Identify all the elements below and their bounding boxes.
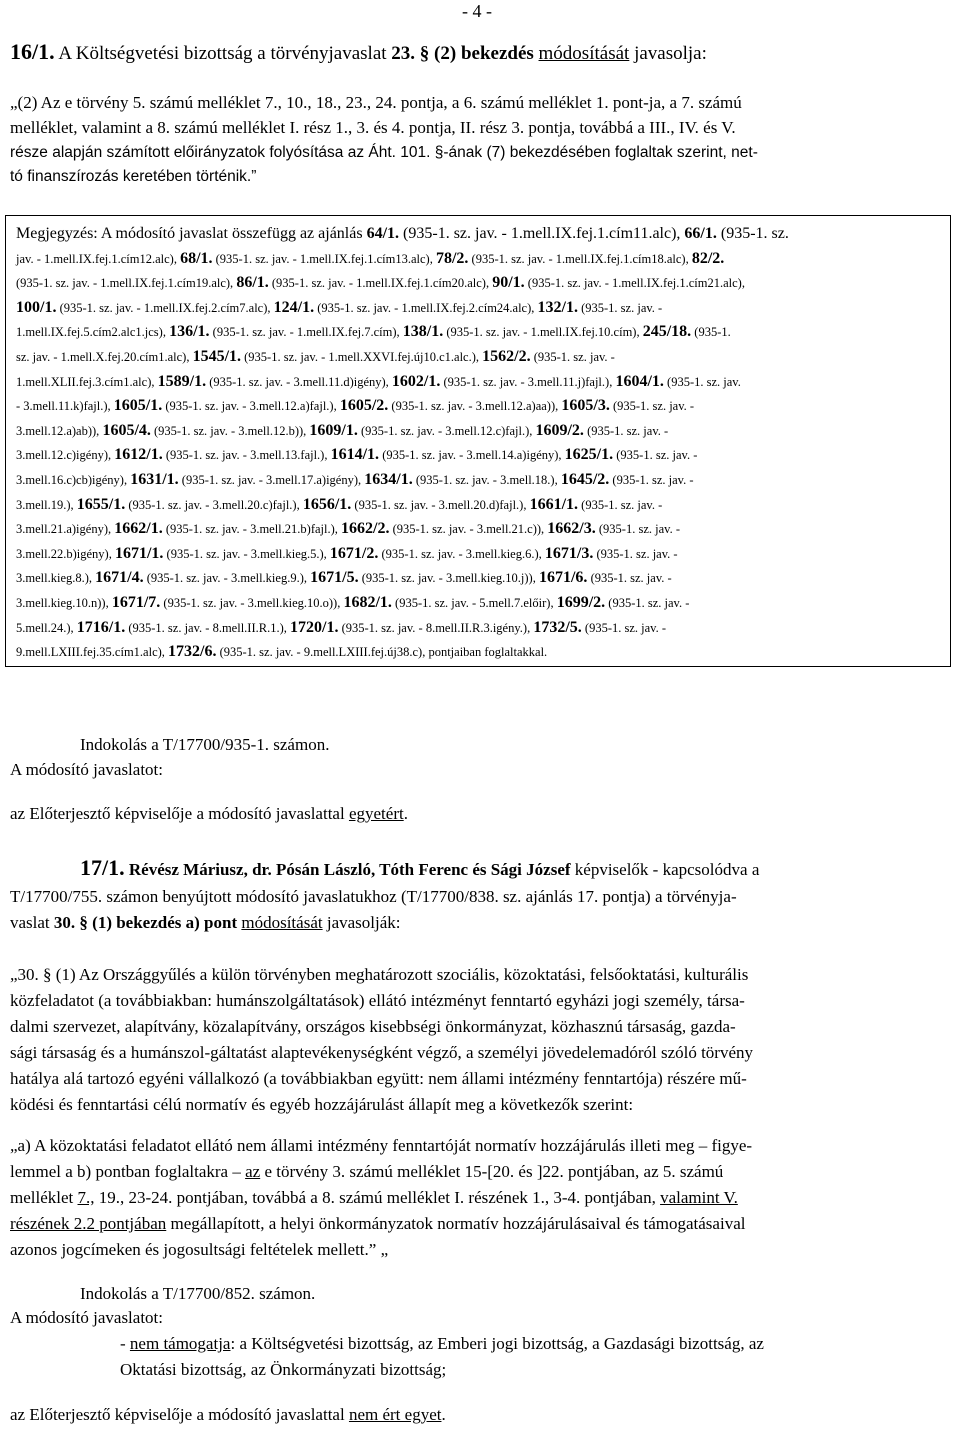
ref-number: 138/1. xyxy=(402,323,444,341)
ref-detail: 3.mell.12.a)ab)), xyxy=(16,423,103,438)
ref-detail: (935-1. sz. jav. - 3.mell.12.a)aa)), xyxy=(388,399,562,414)
ref-number: 1732/6. xyxy=(168,643,217,661)
ref-number: 82/2. xyxy=(691,249,725,267)
quote-line: tó finanszírozás keretében történik.” xyxy=(10,168,257,185)
ref-detail: (935-1. sz. jav. - 3.mell.kieg.6.), xyxy=(378,546,545,561)
ref-detail: (935-1. sz. jav. - xyxy=(578,497,663,512)
inserted-text: az xyxy=(245,1162,261,1181)
ref-detail: (935-1. sz. jav. - 3.mell.kieg.10.j)), xyxy=(358,571,539,586)
ref-number: 245/18. xyxy=(642,323,692,341)
ref-number: 124/1. xyxy=(273,298,315,316)
ref-detail: (935-1. sz. jav. - 3.mell.14.a)igény), xyxy=(379,448,565,463)
heading-verb: javasolják: xyxy=(326,913,401,932)
presenter-opinion xyxy=(10,1405,952,1425)
ref-number: 1545/1. xyxy=(192,348,242,365)
ref-number: 1645/2. xyxy=(560,471,610,488)
ref-detail: (935-1. sz. jav. - 1.mell.IX.fej.2.cím7.alc), xyxy=(56,300,274,315)
ref-detail: 3.mell.22.b)igény), xyxy=(16,546,115,561)
ref-detail: (935-1. sz. jav. - 3.mell.12.a)fajl.), xyxy=(162,399,340,414)
ref-number: 1604/1. xyxy=(615,372,664,390)
ref-detail: (935-1. sz. jav. - 3.mell.21.b)fajl.), xyxy=(162,522,342,537)
heading-text: vaslat xyxy=(10,913,54,932)
ref-detail: Megjegyzés: A módosító javaslat összefügg az ajánlás xyxy=(16,225,367,242)
section-17-heading xyxy=(80,855,952,883)
ref-detail: (935-1. sz. jav. - xyxy=(609,399,695,414)
ref-detail: (935-1. sz. jav. - xyxy=(593,546,678,561)
ref-detail: (935-1. sz. jav. - 3.mell.12.c)fajl.), xyxy=(357,423,536,438)
ref-number: 1605/3. xyxy=(561,397,610,415)
ref-detail: 3.mell.19.), xyxy=(16,497,77,512)
ref-number: 100/1. xyxy=(16,298,57,316)
ref-number: 1609/1. xyxy=(309,421,358,439)
ref-number: 1671/7. xyxy=(111,594,161,611)
ref-detail: (935-1. sz. jav. - xyxy=(587,571,672,586)
ref-detail: (935-1. sz. jav. - 3.mell.18.), xyxy=(412,473,561,487)
ref-detail: 3.mell.16.c)cb)igény), xyxy=(16,473,131,487)
ref-detail: (935-1. sz. jav. - xyxy=(613,448,698,463)
ref-detail: (935-1. sz. jav. - 3.mell.11.d)igény), xyxy=(206,374,392,389)
ref-number: 78/2. xyxy=(435,249,469,267)
justification-reference: Indokolás a T/17700/852. számon. xyxy=(80,1284,316,1303)
ref-detail: (935-1. sz. jav. - 3.mell.kieg.9.), xyxy=(143,571,311,586)
note-line xyxy=(16,272,956,294)
ref-detail: (935-1. sz. jav. - 1.mell.IX.fej.1.cím21.alc), xyxy=(524,276,745,291)
ref-detail: 1.mell.XLII.fej.3.cím1.alc), xyxy=(16,374,158,389)
ref-detail: (935-1. sz. jav. - 1.mell.IX.fej.2.cím24.alc), xyxy=(314,300,538,315)
quote-line: „(2) Az e törvény 5. számú melléklet 7., 10., 18., 23., 24. pontja, a 6. számú melléklet 1. pont-ja, a 7. számú xyxy=(10,93,742,112)
ref-detail: (935-1. sz. jav. - 1.mell.IX.fej.1.cím18.alc), xyxy=(468,251,692,266)
ref-number: 136/1. xyxy=(169,323,210,341)
ref-number: 1671/4. xyxy=(95,569,144,587)
paragraph-line: „30. § (1) Az Országgyűlés a külön törvényben meghatározott szociális, közoktatási, felsőoktatási, kulturális xyxy=(10,965,749,984)
article-ref: 23. § (2) bekezdés xyxy=(391,43,534,64)
ref-detail: (935-1. xyxy=(691,325,731,340)
note-line xyxy=(16,371,956,393)
heading-line: T/17700/755. számon benyújtott módosító javaslatukhoz (T/17700/838. sz. ajánlás 17. pontja) a törvényja- xyxy=(10,887,737,906)
note-box xyxy=(5,215,951,667)
note-line xyxy=(16,494,956,516)
ref-number: 1605/2. xyxy=(339,397,389,415)
section-16-heading xyxy=(10,38,952,68)
ref-number: 1605/1. xyxy=(113,397,163,415)
text-run: melléklet xyxy=(10,1188,78,1207)
note-line xyxy=(16,223,956,245)
ref-number: 1671/5. xyxy=(310,569,359,587)
note-line xyxy=(16,469,956,491)
item-number: 16/1. xyxy=(10,39,55,64)
ref-number: 90/1. xyxy=(492,274,525,292)
ref-number: 1732/5. xyxy=(533,618,582,636)
inserted-text: 7., xyxy=(77,1188,95,1207)
heading-line xyxy=(10,913,952,933)
ref-number: 68/1. xyxy=(180,249,213,267)
ref-number: 1655/1. xyxy=(76,495,126,513)
text-run: lemmel a b) pontban foglaltakra – xyxy=(10,1162,246,1181)
ref-detail: (935-1. sz. jav. - 1.mell.XXVI.fej.új10.c1.alc.), xyxy=(241,350,483,364)
ref-detail: jav. - 1.mell.IX.fej.1.cím12.alc), xyxy=(16,251,181,266)
ref-number: 1671/2. xyxy=(329,544,379,562)
ref-detail: (935-1. sz. jav. - 1.mell.IX.fej.1.cím13.alc), xyxy=(212,251,436,266)
ref-detail: 3.mell.kieg.10.n)), xyxy=(16,596,112,610)
committee-opinion xyxy=(120,1334,952,1354)
committee-list: : a Költségvetési bizottság, az Emberi jogi bizottság, a Gazdasági bizottság, az xyxy=(230,1334,764,1353)
text-run: megállapított, a helyi önkormányzatok normatív hozzájárulásaival és támogatásaival xyxy=(166,1214,746,1233)
ref-number: 1699/2. xyxy=(556,594,606,611)
ref-detail: (935-1. sz. jav. xyxy=(663,374,741,389)
paragraph-line: ködési és fenntartási célú normatív és egyéb hozzájárulást állapít meg a következők szerint: xyxy=(10,1095,634,1114)
article-ref: 30. § (1) bekezdés a) pont xyxy=(53,913,238,932)
ref-detail: (935-1. sz. jav. - 1.mell.IX.fej.10.cím), xyxy=(443,325,643,340)
ref-number: 1612/1. xyxy=(114,446,163,464)
ref-number: 1716/1. xyxy=(76,618,126,636)
text-run: 19., 23-24. pontjában, továbbá a 8. számú melléklet I. részének 1., 3-4. pontjában, xyxy=(94,1188,661,1207)
note-line xyxy=(16,567,956,589)
ref-detail: (935-1. sz. jav. - 9.mell.LXIII.fej.új38.c), pontjaiban foglaltakkal. xyxy=(216,645,548,660)
ref-detail: 3.mell.21.a)igény), xyxy=(16,522,115,537)
ref-number: 66/1. xyxy=(684,225,717,242)
ref-detail: 1.mell.IX.fej.5.cím2.alc1.jcs), xyxy=(16,325,170,340)
note-line xyxy=(16,346,956,368)
ref-detail: (935-1. sz. jav. - xyxy=(595,522,680,537)
ref-detail: (935-1. sz. jav. - 1.mell.IX.fej.1.cím19.alc), xyxy=(16,276,237,291)
ref-number: 1662/3. xyxy=(547,520,596,538)
ref-detail: (935-1. sz. jav. - 3.mell.kieg.5.), xyxy=(163,546,330,561)
ref-number: 1682/1. xyxy=(343,594,392,611)
page-number: - 4 - xyxy=(462,1,492,21)
ref-detail: (935-1. sz. jav. - 5.mell.7.előir), xyxy=(391,596,557,610)
opinion-term: egyetért xyxy=(348,804,404,823)
ref-number: 1609/2. xyxy=(535,421,584,439)
quote-line: része alapján számított előirányzatok folyósítása az Áht. 101. §-ának (7) bekezdésében foglaltak szerint, net- xyxy=(10,144,758,161)
text-run: e törvény 3. számú melléklet 15-[20. és ]22. pontjában, az 5. számú xyxy=(260,1162,724,1181)
note-line xyxy=(16,444,956,466)
ref-detail: (935-1. sz. jav. - 8.mell.II.R.3.igény.), xyxy=(338,620,534,635)
ref-number: 64/1. xyxy=(366,225,400,242)
ref-detail: (935-1. sz. xyxy=(716,225,789,242)
ref-detail: (935-1. sz. jav. - xyxy=(581,620,667,635)
note-line xyxy=(16,518,956,540)
ref-number: 1671/1. xyxy=(114,544,164,562)
paragraph-line: „a) A közoktatási feladatot ellátó nem állami intézmény fenntartóját normatív hozzájárulás illeti meg – figye- xyxy=(10,1136,753,1155)
modification-term: módosítását xyxy=(538,43,630,64)
paragraph-line: hatálya alá tartozó egyéni vállalkozó (a továbbiakban együtt: nem állami intézmény fenntartója) részére mű- xyxy=(10,1069,747,1088)
ref-number: 1671/3. xyxy=(544,544,594,562)
committee-opinion-line2: Oktatási bizottság, az Önkormányzati bizottság; xyxy=(120,1360,447,1379)
opinion-term: nem ért egyet xyxy=(348,1405,442,1424)
note-line xyxy=(16,321,956,343)
note-line xyxy=(16,543,956,565)
item-number: 17/1. xyxy=(80,855,125,880)
presenter-text: az Előterjesztő képviselője a módosító javaslattal xyxy=(10,804,349,823)
proposers-2: Pósán László, Tóth Ferenc és Sági József xyxy=(276,860,571,879)
paragraph-line: sági társaság és a humánszol-gáltatást alaptevékenységként végző, a személyi jövedelemadóról szóló törvény xyxy=(10,1043,754,1062)
ref-detail: (935-1. sz. jav. - 3.mell.11.j)fajl.), xyxy=(440,374,616,389)
bullet: - xyxy=(120,1334,130,1353)
ref-detail: 9.mell.LXIII.fej.35.cím1.alc), xyxy=(16,645,169,660)
ref-detail: (935-1. sz. jav. - xyxy=(609,473,694,487)
quote-line: melléklet, valamint a 8. számú melléklet I. rész 1., 3. és 4. pontja, II. rész 3. pontja, továbbá a III., IV. és V. xyxy=(10,118,736,137)
paragraph-line xyxy=(10,1214,952,1234)
ref-detail: 5.mell.24.), xyxy=(16,620,77,635)
ref-number: 1634/1. xyxy=(364,471,413,488)
note-line xyxy=(16,248,956,270)
ref-number: 1720/1. xyxy=(290,618,339,636)
ref-number: 1662/1. xyxy=(114,520,163,538)
punct: . xyxy=(441,1405,446,1424)
heading-verb: javasolja: xyxy=(634,43,707,64)
ref-detail: (935-1. sz. jav. - 1.mell.IX.fej.1.cím11.alc), xyxy=(399,225,685,242)
ref-detail: (935-1. sz. jav. - 3.mell.20.c)fajl.), xyxy=(125,497,303,512)
note-line xyxy=(16,617,956,639)
note-line xyxy=(16,641,956,663)
paragraph-line: közfeladatot (a továbbiakban: humánszolgáltatások) ellátó intézményt fenntartó egyházi jogi személy, társa- xyxy=(10,991,745,1010)
inserted-text: részének 2.2 pontjában xyxy=(10,1214,167,1233)
decision-label: A módosító javaslatot: xyxy=(10,1308,163,1327)
paragraph-line xyxy=(10,1188,952,1208)
ref-detail: (935-1. sz. jav. - 3.mell.kieg.10.o)), xyxy=(160,596,344,610)
ref-number: 1589/1. xyxy=(157,372,207,390)
ref-number: 1661/1. xyxy=(529,495,579,513)
ref-number: 1631/1. xyxy=(130,471,179,488)
note-line xyxy=(16,420,956,442)
presenter-text: az Előterjesztő képviselője a módosító javaslattal xyxy=(10,1405,349,1424)
note-line xyxy=(16,592,956,614)
heading-text: képviselők - kapcsolódva a xyxy=(574,860,760,879)
ref-number: 1625/1. xyxy=(564,446,614,464)
ref-number: 1662/2. xyxy=(341,520,390,538)
ref-detail: 3.mell.kieg.8.), xyxy=(16,571,96,586)
ref-detail: (935-1. sz. jav. - 3.mell.13.fajl.), xyxy=(162,448,331,463)
ref-detail: (935-1. sz. jav. - xyxy=(577,300,663,315)
justification-reference: Indokolás a T/17700/935-1. számon. xyxy=(80,735,330,754)
ref-detail: (935-1. sz. jav. - 3.mell.21.c)), xyxy=(389,522,548,537)
proposer: A Költségvetési bizottság xyxy=(58,43,253,64)
ref-detail: (935-1. sz. jav. - 3.mell.20.d)fajl.), xyxy=(351,497,530,512)
ref-number: 132/1. xyxy=(537,298,578,316)
proposer-1: Révész Máriusz, dr. xyxy=(128,860,272,879)
ref-detail: sz. jav. - 1.mell.X.fej.20.cím1.alc), xyxy=(16,350,193,364)
paragraph-line: dalmi szervezet, alapítvány, közalapítvány, országos kisebbségi önkormányzat, közhasznú társaság, gazda- xyxy=(10,1017,736,1036)
modification-term: módosítását xyxy=(241,913,323,932)
ref-number: 1605/4. xyxy=(102,421,151,439)
ref-number: 1562/2. xyxy=(482,348,531,365)
ref-detail: - 3.mell.11.k)fajl.), xyxy=(16,399,114,414)
ref-detail: (935-1. sz. jav. - 8.mell.II.R.1.), xyxy=(125,620,290,635)
inserted-text: valamint V. xyxy=(660,1188,738,1207)
ref-number: 86/1. xyxy=(236,274,269,292)
heading-text: a törvényjavaslat xyxy=(257,43,387,64)
note-line xyxy=(16,395,956,417)
paragraph-line: azonos jogcímeken és jogosultsági feltételek mellett.” „ xyxy=(10,1240,389,1259)
opinion-term: nem támogatja xyxy=(129,1334,231,1353)
ref-detail: 3.mell.12.c)igény), xyxy=(16,448,115,463)
decision-label: A módosító javaslatot: xyxy=(10,760,163,779)
ref-detail: (935-1. sz. jav. - xyxy=(583,423,669,438)
ref-detail: (935-1. sz. jav. - xyxy=(605,596,690,610)
punct: . xyxy=(403,804,408,823)
ref-detail: (935-1. sz. jav. - 3.mell.12.b)), xyxy=(150,423,310,438)
ref-detail: (935-1. sz. jav. - xyxy=(530,350,615,364)
note-line xyxy=(16,297,956,319)
ref-detail: (935-1. sz. jav. - 1.mell.IX.fej.1.cím20.alc), xyxy=(268,276,493,291)
presenter-opinion xyxy=(10,804,952,824)
ref-number: 1656/1. xyxy=(302,495,352,513)
ref-number: 1671/6. xyxy=(538,569,588,587)
ref-number: 1602/1. xyxy=(391,372,441,390)
ref-number: 1614/1. xyxy=(330,446,380,464)
ref-detail: (935-1. sz. jav. - 1.mell.IX.fej.7.cím), xyxy=(209,325,403,340)
ref-detail: (935-1. sz. jav. - 3.mell.17.a)igény), xyxy=(178,473,365,487)
paragraph-line xyxy=(10,1162,952,1182)
